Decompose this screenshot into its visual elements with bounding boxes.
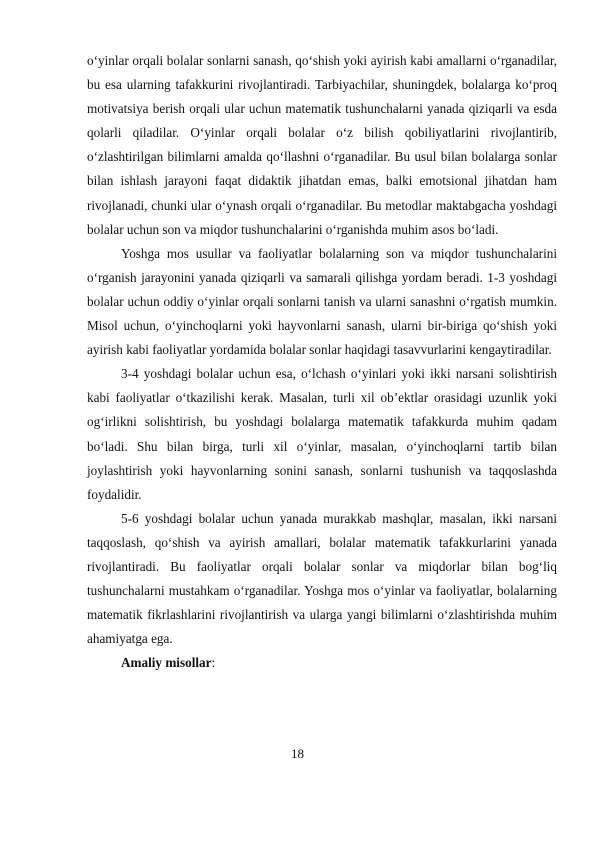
paragraph-age-appropriate-methods: Yoshga mos usullar va faoliyatlar bolalarning son va miqdor tushunchalarini o‘rganish jarayonini yanada qiziqarli va samarali qilishga yordam beradi. 1-3 yoshdagi bolalar uchun oddiy o‘yinlar orqali sonlarni tanish va ularni sanashni o‘rgatish mumkin. Misol uchun, o‘yinchoqlarni yoki hayvonlarni sanash, ularni bir-biriga qo‘shish yoki ayirish kabi faoliyatlar yordamida bolalar sonlar haqidagi tasavvurlarini kengaytiradilar.	[87, 245, 557, 358]
paragraph-age-5-6: 5-6 yoshdagi bolalar uchun yanada murakkab mashqlar, masalan, ikki narsani taqqoslash, qo‘shish va ayirish amallari, bolalar matematik tafakkurlarini yanada rivojlantiradi. Bu faoliyatlar orqali bolalar sonlar va miqdorlar bilan bog‘liq tushunchalarni mustahkam o‘rganadilar. Yoshga mos o‘yinlar va faoliyatlar, bolalarning matematik fikrlashlarini rivojlantirish va ularga yangi bilimlarni o‘zlashtirishda muhim ahamiyatga ega.	[87, 510, 557, 647]
paragraph-age-3-4: 3-4 yoshdagi bolalar uchun esa, o‘lchash o‘yinlari yoki ikki narsani solishtirish kabi faoliyatlar o‘tkazilishi kerak. Masalan, turli xil ob’ektlar orasidagi uzunlik yoki og‘irlikni solishtirish, bu yoshdagi bolalarga matematik tafakkurda muhim qadam bo‘ladi. Shu bilan birga, turli xil o‘yinlar, masalan, o‘yinchoqlarni tartib bilan joylashtirish yoki hayvonlarning sonini sanash, sonlarni tushunish va taqqoslashda foydalidir.	[87, 366, 557, 502]
section-heading-text: Amaliy misollar	[121, 655, 212, 671]
page-number: 18	[291, 746, 304, 761]
section-heading-colon: :	[211, 655, 216, 671]
section-heading	[87, 651, 557, 675]
paragraph-continuation: o‘yinlar orqali bolalar sonlarni sanash, qo‘shish yoki ayirish kabi amallarni o‘rganadilar, bu esa ularning tafakkurini rivojlantiradi. Tarbiyachilar, shuningdek, bolalarga ko‘proq motivatsiya berish orqali ular uchun matematik tushunchalarni yanada qiziqarli va esda qolarli qiladilar. O‘yinlar orqali bolalar o‘z bilish qobiliyatlarini rivojlantirib, o‘zlashtirilgan bilimlarni amalda qo‘llashni o‘rganadilar. Bu usul bilan bolalarga sonlar bilan ishlash jarayoni faqat didaktik jihatdan emas, balki emotsional jihatdan ham rivojlanadi, chunki ular o‘ynash orqali o‘rganadilar. Bu metodlar maktabgacha yoshdagi bolalar uchun son va miqdor tushunchalarini o‘rganishda muhim asos bo‘ladi.	[87, 53, 557, 237]
body-text	[87, 49, 557, 675]
